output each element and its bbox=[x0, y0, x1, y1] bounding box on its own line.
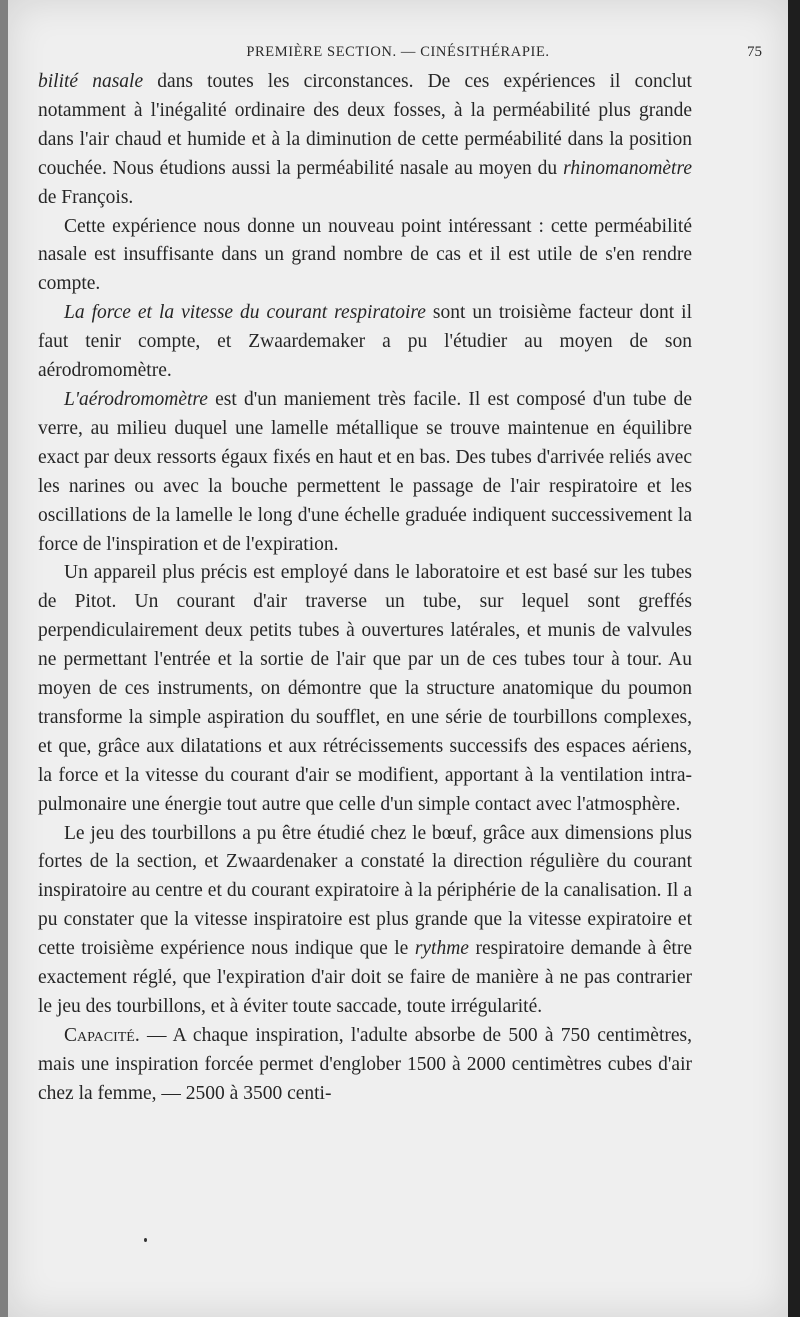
text-run: Cette expérience nous donne un nouveau point intéressant : cette perméabilité nasale est insuffisante dans un grand nombre de cas et il est utile de s'en rendre compte. bbox=[38, 215, 692, 295]
book-page bbox=[8, 0, 788, 1317]
italic-text: L'aérodromomètre bbox=[64, 388, 208, 410]
paragraph-2 bbox=[38, 213, 692, 300]
page-number: 75 bbox=[747, 44, 762, 60]
body-text bbox=[38, 68, 692, 1109]
paragraph-3 bbox=[38, 299, 692, 386]
paragraph-5 bbox=[38, 559, 692, 819]
paragraph-6 bbox=[38, 820, 692, 1022]
text-run: dans toutes les circonstances. De ces expériences il conclut notamment à l'inégalité ordinaire des deux fosses, à la perméabilité plus grande dans l'air chaud et humide et à la diminution de cette perméabilité dans la position couchée. Nous étudions aussi la perméabilité nasale au moyen du bbox=[38, 71, 692, 179]
text-run: sont un troisième facteur dont il faut tenir compte, et Zwaardemaker a pu l'étudier au moyen de son aérodromomètre. bbox=[38, 302, 692, 382]
small-caps-heading: Capacité. bbox=[64, 1024, 140, 1046]
ink-speck bbox=[144, 1238, 147, 1242]
scan-dark-edge bbox=[788, 0, 800, 1317]
italic-text: La force et la vitesse du courant respiratoire bbox=[64, 302, 426, 324]
text-run: — A chaque inspiration, l'adulte absorbe de 500 à 750 centimètres, mais une inspiration forcée permet d'englober 1500 à 2000 centimètres cubes d'air chez la femme, — 2500 à 3500 centi- bbox=[38, 1024, 692, 1104]
text-run: Un appareil plus précis est employé dans le laboratoire et est basé sur les tubes de Pitot. Un courant d'air traverse un tube, sur lequel sont greffés perpendiculairement deux petits tubes à ouvertures latérales, et munis de valvules ne permettant l'entrée et la sortie de l'air que par un de ces tubes tour à tour. Au moyen de ces instruments, on démontre que la structure anatomique du poumon transforme la simple aspiration du soufflet, en une série de tourbillons complexes, et que, grâce aux dilatations et aux rétrécissements successifs des espaces aériens, la force et la vitesse du courant d'air se modifient, apportant à la ventilation intra-pulmonaire une énergie tout autre que celle d'un simple contact avec l'atmosphère. bbox=[38, 562, 692, 815]
text-run: est d'un maniement très facile. Il est composé d'un tube de verre, au milieu duquel une lamelle métallique se trouve maintenue en équilibre exact par deux ressorts égaux fixés en haut et en bas. Des tubes d'arrivée reliés avec les narines ou avec la bouche permettent le passage de l'air respiratoire et les oscillations de la lamelle le long d'une échelle graduée indiquent successivement la force de l'inspiration et de l'expiration. bbox=[38, 388, 692, 555]
paragraph-7 bbox=[38, 1022, 692, 1109]
paragraph-4 bbox=[38, 386, 692, 559]
text-run: respiratoire demande à être exactement réglé, que l'expiration d'air doit se faire de manière à ne pas contrarier le jeu des tourbillons, et à éviter toute saccade, toute irrégularité. bbox=[38, 938, 692, 1017]
text-run: Le jeu des tourbillons a pu être étudié chez le bœuf, grâce aux dimensions plus fortes de la section, et Zwaardenaker a constaté la direction régulière du courant inspiratoire au centre et du courant expiratoire à la périphérie de la canalisation. Il a pu constater que la vitesse inspiratoire est plus grande que la vitesse expiratoire et cette troisième expérience nous indique que le bbox=[38, 822, 692, 960]
paragraph-1 bbox=[38, 68, 692, 213]
italic-text: rhinomanomètre bbox=[563, 157, 692, 179]
running-head: PREMIÈRE SECTION. — CINÉSITHÉRAPIE. bbox=[246, 44, 550, 60]
italic-text: rythme bbox=[414, 938, 469, 960]
page-header bbox=[8, 44, 788, 64]
italic-text: bilité nasale bbox=[38, 71, 144, 92]
text-run: de François. bbox=[38, 186, 134, 208]
